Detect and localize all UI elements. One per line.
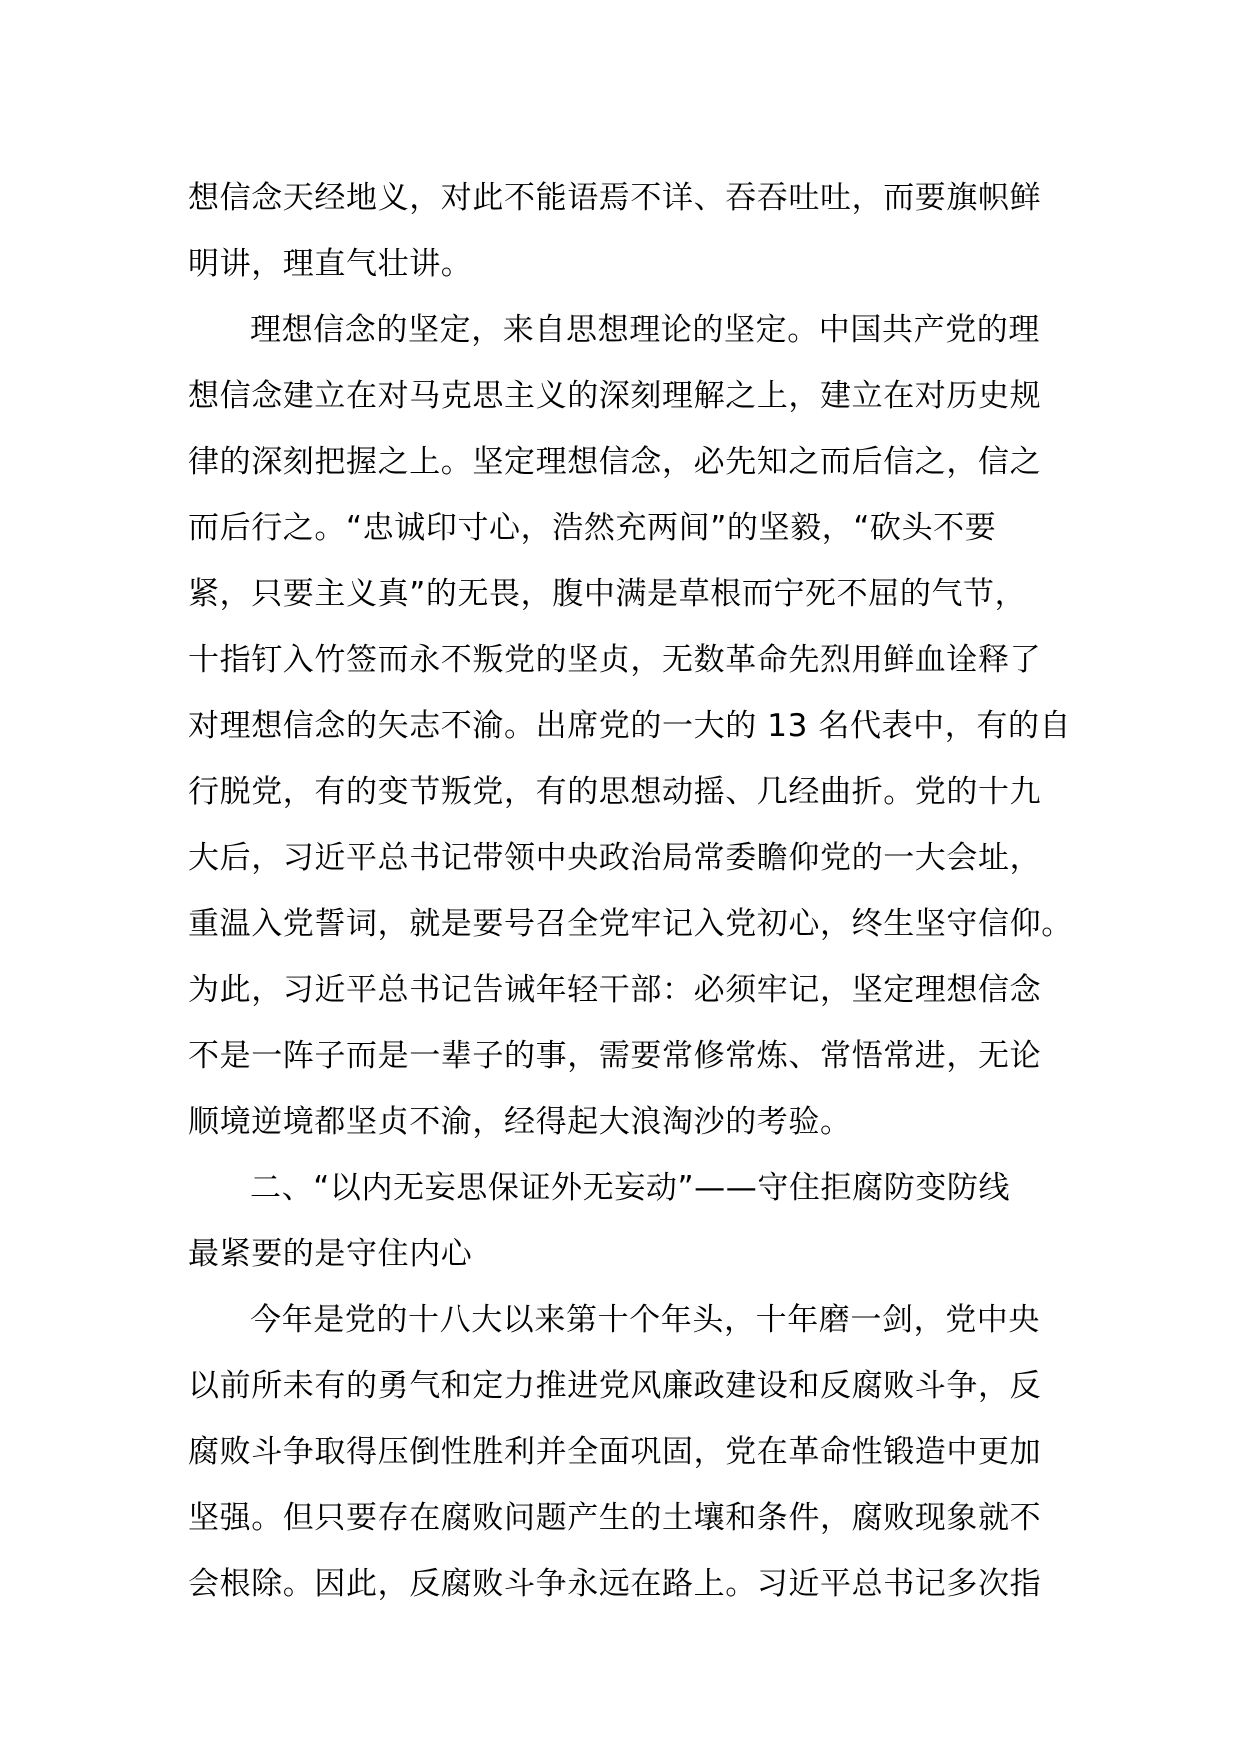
text-line: 以前所未有的勇气和定力推进党风廉政建设和反腐败斗争，反 [188,1368,1042,1404]
text-line: 明讲，理直气壮讲。 [188,246,473,282]
text-line: 会根除。因此，反腐败斗争永远在路上。习近平总书记多次指 [188,1566,1042,1602]
text-line: 紧，只要主义真”的无畏，腹中满是草根而宁死不屈的气节， [188,576,1027,612]
text-line: 而后行之。“忠诚印寸心，浩然充两间”的坚毅，“砍头不要 [188,510,997,546]
text-line: 想信念天经地义，对此不能语焉不详、吞吞吐吐，而要旗帜鲜 [188,180,1042,216]
text-line: 为此，习近平总书记告诫年轻干部：必须牢记，坚定理想信念 [188,972,1042,1008]
text-line: 顺境逆境都坚贞不渝，经得起大浪淘沙的考验。 [188,1104,852,1140]
section-heading-line: 二、“以内无妄思保证外无妄动”——守住拒腐防变防线 [250,1170,1011,1206]
text-line: 想信念建立在对马克思主义的深刻理解之上，建立在对历史规 [188,378,1042,414]
paragraph-first-line: 今年是党的十八大以来第十个年头，十年磨一剑，党中央 [250,1302,1040,1338]
paragraph-first-line: 理想信念的坚定，来自思想理论的坚定。中国共产党的理 [250,312,1040,348]
text-line: 律的深刻把握之上。坚定理想信念，必先知之而后信之，信之 [188,444,1042,480]
text-line: 坚强。但只要存在腐败问题产生的土壤和条件，腐败现象就不 [188,1500,1042,1536]
text-line: 十指钉入竹签而永不叛党的坚贞，无数革命先烈用鲜血诠释了 [188,642,1042,678]
text-line: 大后，习近平总书记带领中央政治局常委瞻仰党的一大会址， [188,840,1042,876]
section-heading-line: 最紧要的是守住内心 [188,1236,473,1272]
text-line: 对理想信念的矢志不渝。出席党的一大的 13 名代表中，有的自 [188,708,1072,744]
text-line: 重温入党誓词，就是要号召全党牢记入党初心，终生坚守信仰。 [188,906,1073,942]
document-body [188,165,1073,1617]
text-line: 不是一阵子而是一辈子的事，需要常修常炼、常悟常进，无论 [188,1038,1042,1074]
text-line: 腐败斗争取得压倒性胜利并全面巩固，党在革命性锻造中更加 [188,1434,1042,1470]
text-line: 行脱党，有的变节叛党，有的思想动摇、几经曲折。党的十九 [188,774,1042,810]
